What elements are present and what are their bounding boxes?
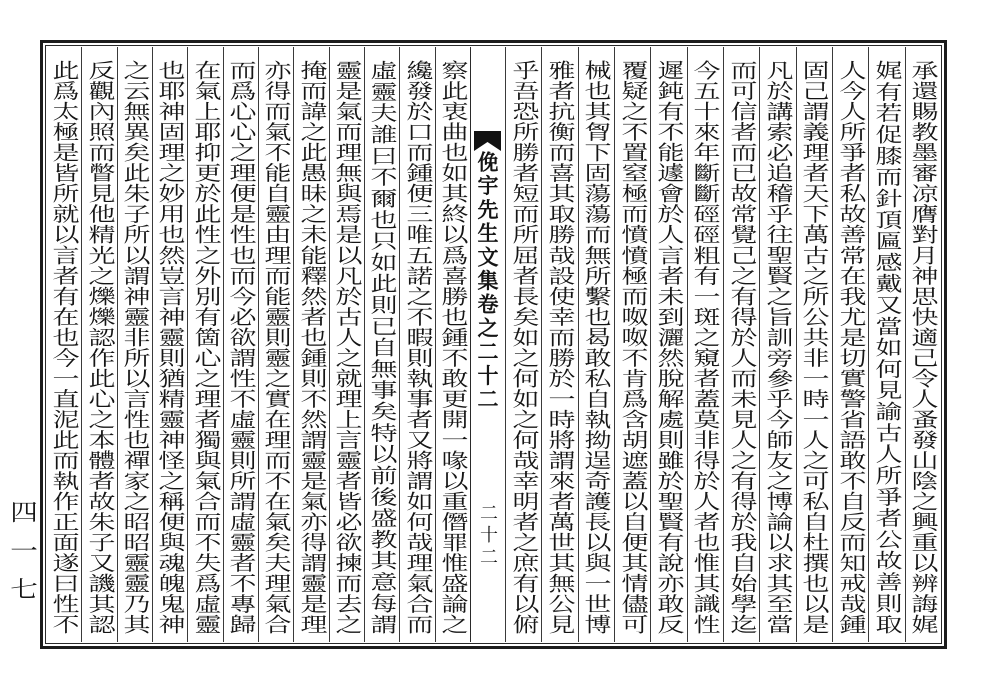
column-text: 雅者抗衡而喜其取勝哉設使幸而勝於一時將謂來者萬世其無公見 [543,60,577,634]
column-text: 遲鈍有不能遽會於人言者未到灑然脫解處則雖於聖賢有說亦敢反 [652,60,686,634]
left-page-column [399,47,434,642]
column-text: 而爲心心之理便是性也而今必欲謂性不虛靈則所謂虛靈者不專歸 [224,60,258,634]
right-page-column [650,47,686,642]
column-text: 靈是氣而理無與焉是以凡於古人之就理上言靈者皆必欲揀而去之 [330,60,364,634]
column-text: 人今人所爭者私故善常在我尤是切實警省語敢不自反而知戒哉鍾 [834,60,867,634]
left-page-column [47,47,81,642]
column-text: 而可信者而已故常覺己之有得於人而未見人之有得於我自始學迄 [725,60,758,634]
right-page-column [505,47,541,642]
center-fold [471,47,504,642]
left-page-column [258,47,293,642]
left-page-column [364,47,399,642]
right-page-column [868,47,904,642]
column-text: 承還賜教墨審凉膺對月神思快適己令人蚤發山陰之興重以辨誨娓 [907,60,940,634]
leaf-number: 二十二 [477,503,498,565]
column-text: 械也其胷下固蕩蕩而無所繫也曷敢私自執拗逞奇護長以與一世博 [580,60,613,634]
column-text: 固己謂義理者天下萬古之所公共非一時一人之可私自杜撰也以是 [798,60,831,634]
right-page-column [796,47,832,642]
column-text: 乎吾恐所勝者短而所屈者長矣如之何如之何哉幸明者之庶有以俯 [507,60,540,634]
column-text: 今五十來年斷斷硜硜粗有一斑之窺者蓋莫非得於人者也惟其識性 [689,60,722,634]
left-page [47,47,471,642]
right-page-column [541,47,577,642]
column-text: 反觀內照而瞥見他精光之爍爍認作此心之本體者故朱子又譏其認 [83,60,116,634]
left-page-column [329,47,364,642]
left-page-column [223,47,258,642]
fishtail-mark-icon [474,131,501,151]
left-page-column [81,47,116,642]
page-number: 四一七 [5,500,37,600]
right-page-column [614,47,650,642]
column-text: 娓有若促膝而針頂匾感戴又當如何見諭古人所爭者公故善則取 [870,60,904,634]
column-text: 纔發於口而鍾便三唯五諾之不暇則執事者又將謂如何哉理氣合而 [401,60,434,634]
column-text: 察此衷曲也如其終以爲喜勝也鍾不敢更開一喙以重僭罪惟盛論之 [436,60,470,634]
column-text: 掩而諱之此愚昧之未能釋然者也鍾則不然謂靈是氣亦得謂靈是理 [295,60,328,634]
left-page-column [435,47,470,642]
fold-title: 俛宇先生文集卷之二十二 [475,151,500,409]
column-text: 也耶神固理之妙用也然豈言神靈則猶精靈神怪之稱便與魂魄鬼神 [154,60,187,634]
left-page-column [117,47,152,642]
left-page-column [293,47,328,642]
column-text: 覆疑之不置窒極而憤憤極而呶呶不肯爲含胡遮蓋以自便其情儘可 [616,60,649,634]
left-page-column [152,47,187,642]
right-page-column [687,47,723,642]
left-page-column [187,47,222,642]
column-text: 亦得而氣不能自靈由理而能靈則靈之實在理而不在氣矣夫理氣合 [259,60,293,634]
column-text: 虛靈夫誰曰不爾也只如此則已自無事矣特以前後盛教其意每謂 [365,60,399,634]
column-text: 之云無異矣此朱子所以謂神靈非所以言性也禪家之昭昭靈靈乃其 [118,60,152,634]
column-text: 在氣上耶抑更於此性之外別有箇心之理者獨與氣合而不失爲虛靈 [189,60,222,634]
right-page-column [578,47,614,642]
right-page-column [905,47,941,642]
column-text: 凡於講索必追稽乎往聖賢之旨訓旁參乎今師友之博論以求其至當 [761,60,795,634]
right-page [505,47,941,642]
right-page-column [723,47,759,642]
right-page-column [832,47,868,642]
right-page-column [759,47,795,642]
column-text: 此爲太極是皆所就以言者有在也今一直泥此而執作正面遂曰性不 [48,60,81,634]
